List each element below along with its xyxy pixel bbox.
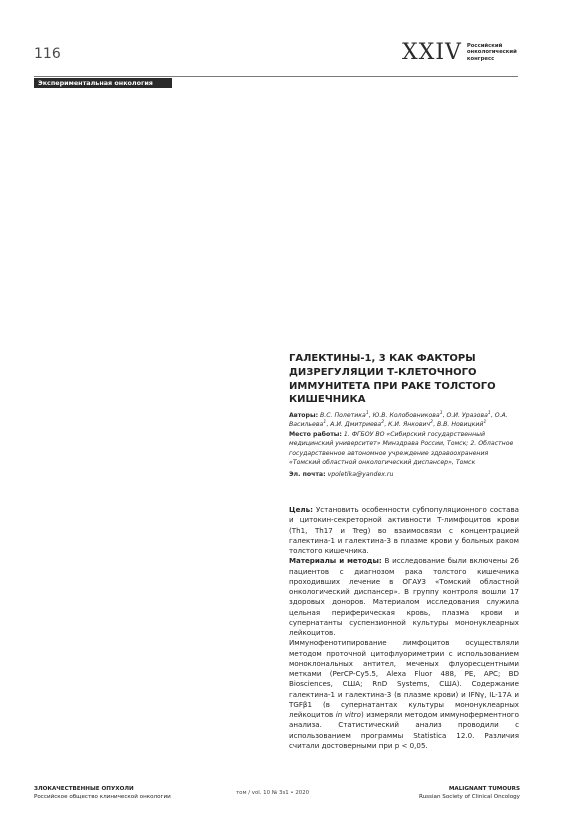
methods-label: Материалы и методы: bbox=[289, 556, 382, 566]
author: Ю.В. Колобовникова$^1$ bbox=[372, 410, 443, 419]
methods-text: В исследование были включены 26 пациентов с диагнозом рака толстого кишечника проходивших лечение в ОГАУЗ «Томский областной онкологический диспансер». В группу контроля вошли 17 здоровых доноров. Материалом исследования служила цельная периферическая кровь, плазма крови и супернатанты суспензионной культуры мононуклеарных лейкоцитов. bbox=[289, 556, 519, 637]
email-row bbox=[289, 470, 519, 479]
footer-right bbox=[419, 785, 520, 801]
methods-paragraph bbox=[289, 556, 519, 638]
article-title bbox=[289, 352, 519, 407]
congress-numeral: XXIV bbox=[402, 40, 462, 65]
footer-journal-ru: ЗЛОКАЧЕСТВЕННЫЕ ОПУХОЛИ bbox=[34, 786, 134, 792]
title-line: КИШЕЧНИКА bbox=[289, 394, 366, 406]
header-rule bbox=[34, 76, 518, 77]
footer-society-en: Russian Society of Clinical Oncology bbox=[418, 794, 520, 800]
email-link[interactable]: vpoletika@yandex.ru bbox=[327, 471, 394, 479]
title-line: ДИЗРЕГУЛЯЦИИ Т-КЛЕТОЧНОГО bbox=[289, 366, 477, 378]
congress-name-line: конгресс bbox=[466, 55, 495, 62]
aim-label: Цель: bbox=[289, 505, 313, 514]
congress-name-line: онкологический bbox=[466, 49, 517, 56]
footer-society-ru: Российское общество клинической онкологии bbox=[34, 794, 171, 800]
page-number: 116 bbox=[34, 46, 61, 62]
article-body bbox=[289, 505, 519, 751]
section-label: Экспериментальная онкология bbox=[34, 78, 172, 88]
title-line: ГАЛЕКТИНЫ-1, 3 КАК ФАКТОРЫ bbox=[289, 353, 476, 364]
email-label: Эл. почта: bbox=[289, 471, 326, 479]
authors-row: Авторы: В.С. Полетика$^1$, Ю.В. Колобовникова$^1$, О.И. Уразова$^1$, О.А. Васильева$^1$, А.И. Дмитриева$^2$, К.И. Янкович$^2$, В.В. Новицкий$^1$ bbox=[289, 410, 508, 429]
footer-journal-en: MALIGNANT TUMOURS bbox=[448, 786, 520, 792]
footer-volume: том / vol. 10 № 3s1 • 2020 bbox=[236, 790, 310, 796]
authors-label: Авторы: bbox=[289, 412, 319, 419]
article-meta bbox=[289, 411, 519, 480]
author: В.В. Новицкий$^1$ bbox=[436, 420, 487, 429]
workplace-text: 1. ФГБОУ ВО «Сибирский государственный медицинский университет» Минздрава России, Томск; 2. Областное государственное автономное учреждение здравоохранения «Томский областной онкологический диспансер», Томск bbox=[289, 430, 514, 467]
footer-left bbox=[34, 785, 171, 801]
congress-name bbox=[467, 43, 517, 62]
author: О.А. Васильева$^1$ bbox=[289, 412, 508, 429]
aim-paragraph bbox=[289, 505, 519, 556]
author: К.И. Янкович$^2$ bbox=[388, 420, 434, 429]
methods-text-2b: ) измеряли методом иммуноферментного анализа. Статистический анализ проводили с использованием программы Statistica 12.0. Различия считали достоверными при p < 0,05. bbox=[289, 710, 519, 750]
congress-name-line: Российский bbox=[466, 43, 503, 50]
in-vitro-text: in vitro bbox=[335, 710, 361, 719]
author: О.И. Уразова$^1$ bbox=[446, 410, 491, 419]
aim-text: Установить особенности субпопуляционного состава и цитокин-секреторной активности Т-лимфоцитов крови (Th1, Th17 и Treg) во взаимосвязи с концентрацией галектина-1 и галектина-3 в плазме крови у больных раком толстого кишечника. bbox=[289, 505, 520, 555]
author: В.С. Полетика$^1$ bbox=[320, 410, 369, 419]
methods-paragraph-2 bbox=[289, 638, 519, 751]
author: А.И. Дмитриева$^2$ bbox=[330, 420, 385, 429]
congress-logo bbox=[402, 40, 517, 65]
title-line: ИММУНИТЕТА ПРИ РАКЕ ТОЛСТОГО bbox=[289, 380, 496, 392]
workplace-label: Место работы: bbox=[289, 430, 342, 438]
workplace-row bbox=[289, 430, 519, 468]
methods-text-2a: Иммунофенотипирование лимфоцитов осуществляли методом проточной цитофлуориметрии с использованием моноклональных антител, меченых флуоресцентными метками (PerCP-Cy5.5, Alexa Fluor 488, PE, APC; BD Biosciences, США; RnD Systems, США). Содержание галектина-1 и галектина-3 (в плазме крови) и IFNγ, IL-17A и TGFβ1 (в супернатантах культуры мононуклеарных лейкоцитов bbox=[289, 638, 519, 719]
